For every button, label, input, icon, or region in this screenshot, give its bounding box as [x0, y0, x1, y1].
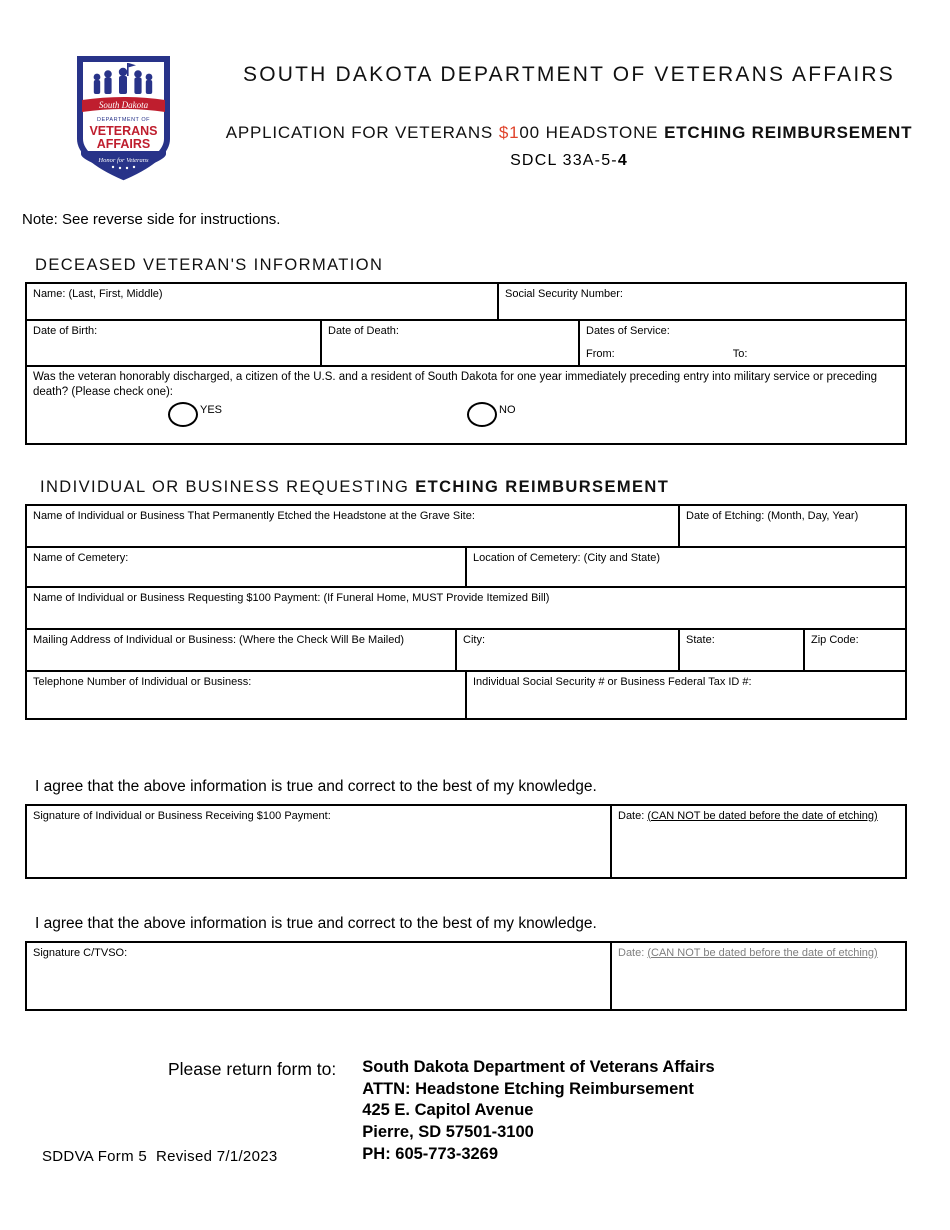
- honorable-discharge-question-cell: [26, 366, 906, 444]
- veteran-name-label: Name: (Last, First, Middle): [33, 288, 163, 300]
- form-subtitle: [200, 123, 938, 143]
- service-from-label: From:: [586, 348, 615, 361]
- subtitle-application-text: APPLICATION FOR VETERANS: [225, 123, 494, 142]
- page-title: SOUTH DAKOTA DEPARTMENT OF VETERANS AFFAIRS: [243, 63, 895, 86]
- subtitle-etching-text: ETCHING REIMBURSEMENT: [664, 123, 913, 142]
- return-address-line-4: Pierre, SD 57501-3100: [362, 1123, 534, 1142]
- return-address-line-1: South Dakota Department of Veterans Affairs: [362, 1057, 715, 1076]
- dates-of-service-field[interactable]: [579, 320, 906, 366]
- header-text: [172, 55, 950, 181]
- veteran-info-table: [25, 282, 907, 445]
- return-address: [362, 1057, 714, 1167]
- logo-affairs-text: AFFAIRS: [96, 137, 151, 151]
- ctvso-date-field[interactable]: [611, 942, 906, 1010]
- dates-of-service-label: Dates of Service:: [586, 325, 670, 337]
- section-heading-requesting: [40, 478, 950, 497]
- subtitle-amount-dark: 00: [519, 123, 540, 142]
- cemetery-location-field[interactable]: [466, 547, 906, 587]
- no-radio[interactable]: [467, 402, 497, 427]
- return-address-line-2: ATTN: Headstone Etching Reimbursement: [362, 1079, 694, 1098]
- mailing-address-field[interactable]: [26, 629, 456, 671]
- etch-date-field[interactable]: [679, 505, 906, 547]
- sdcl-code-pre: SDCL 33A-5-: [510, 152, 618, 169]
- no-label: NO: [499, 404, 516, 417]
- payee-signature-field[interactable]: [26, 805, 611, 878]
- return-block: [168, 1057, 950, 1167]
- return-address-line-5: PH: 605-773-3269: [362, 1145, 499, 1164]
- date-of-death-field[interactable]: [321, 320, 579, 366]
- cemetery-name-label: Name of Cemetery:: [33, 551, 129, 564]
- etcher-name-label: Name of Individual or Business That Permanently Etched the Headstone at the Grave Site:: [33, 509, 475, 522]
- honorable-discharge-question: Was the veteran honorably discharged, a citizen of the U.S. and a resident of South Dakota for one year immediately preceding entry into military service or preceding death? (Please check one):: [33, 370, 877, 398]
- phone-field[interactable]: [26, 671, 466, 719]
- requesting-heading-text: INDIVIDUAL OR BUSINESS REQUESTING: [40, 477, 410, 496]
- ctvso-signature-table: [25, 941, 907, 1011]
- veteran-name-field[interactable]: [26, 283, 498, 320]
- subtitle-amount-red: $1: [498, 123, 520, 142]
- veteran-ssn-label: Social Security Number:: [505, 288, 623, 300]
- ctvso-date-note: (CAN NOT be dated before the date of etching): [647, 946, 878, 959]
- service-to-label: To:: [732, 348, 748, 361]
- payee-name-label: Name of Individual or Business Requesting $100 Payment: (If Funeral Home, MUST Provide Itemized Bill): [33, 591, 550, 604]
- yes-no-choices: [33, 402, 899, 427]
- cemetery-name-field[interactable]: [26, 547, 466, 587]
- ctvso-signature-label: Signature C/TVSO:: [33, 946, 128, 959]
- date-of-birth-label: Date of Birth:: [33, 325, 98, 337]
- payee-name-field[interactable]: [26, 587, 906, 629]
- return-address-line-3: 425 E. Capitol Avenue: [362, 1101, 534, 1120]
- tax-id-field[interactable]: [466, 671, 906, 719]
- sdcl-code: [200, 152, 938, 170]
- date-of-death-label: Date of Death:: [328, 325, 399, 337]
- city-label: City:: [463, 633, 485, 646]
- agreement-statement-2: I agree that the above information is true and correct to the best of my knowledge.: [35, 914, 597, 932]
- requesting-table: [25, 504, 907, 720]
- logo-banner-text: South Dakota: [98, 100, 149, 110]
- city-field[interactable]: [456, 629, 679, 671]
- zip-field[interactable]: [804, 629, 906, 671]
- logo-dept-text: DEPARTMENT OF: [97, 117, 150, 123]
- service-from-to-row: [586, 347, 899, 361]
- payee-signature-table: [25, 804, 907, 879]
- sddva-logo: [75, 55, 172, 181]
- tax-id-label: Individual Social Security # or Business Federal Tax ID #:: [473, 675, 752, 688]
- yes-label: YES: [200, 404, 223, 417]
- ctvso-signature-field[interactable]: [26, 942, 611, 1010]
- ctvso-date-label: Date:: [618, 946, 645, 959]
- etch-date-label: Date of Etching: (Month, Day, Year): [686, 509, 859, 522]
- payee-date-field[interactable]: [611, 805, 906, 878]
- mailing-address-label: Mailing Address of Individual or Business: (Where the Check Will Be Mailed): [33, 633, 405, 646]
- subtitle-headstone-text: HEADSTONE: [545, 123, 659, 142]
- return-instructions-label: Please return form to:: [168, 1058, 337, 1079]
- etcher-name-field[interactable]: [26, 505, 679, 547]
- zip-label: Zip Code:: [811, 633, 859, 646]
- payee-signature-label: Signature of Individual or Business Receiving $100 Payment:: [33, 809, 331, 822]
- payee-date-note: (CAN NOT be dated before the date of etching): [647, 809, 878, 822]
- section-heading-veteran: DECEASED VETERAN'S INFORMATION: [35, 256, 384, 274]
- yes-radio[interactable]: [168, 402, 198, 427]
- date-of-birth-field[interactable]: [26, 320, 321, 366]
- cemetery-location-label: Location of Cemetery: (City and State): [473, 551, 661, 564]
- logo-motto-text: Honor for Veterans: [98, 157, 149, 164]
- agreement-statement-1: I agree that the above information is true and correct to the best of my knowledge.: [35, 777, 597, 795]
- logo-veterans-text: VETERANS: [89, 124, 158, 138]
- veteran-ssn-field[interactable]: [498, 283, 906, 320]
- phone-label: Telephone Number of Individual or Business:: [33, 675, 252, 688]
- requesting-heading-bold: ETCHING REIMBURSEMENT: [415, 477, 670, 496]
- instructions-note: Note: See reverse side for instructions.: [22, 211, 281, 228]
- sdcl-code-bold: 4: [617, 152, 628, 169]
- form-header: [75, 55, 950, 181]
- state-field[interactable]: [679, 629, 804, 671]
- payee-date-label: Date:: [618, 809, 645, 822]
- form-footer: SDDVA Form 5 Revised 7/1/2023: [42, 1148, 278, 1165]
- state-label: State:: [686, 633, 715, 646]
